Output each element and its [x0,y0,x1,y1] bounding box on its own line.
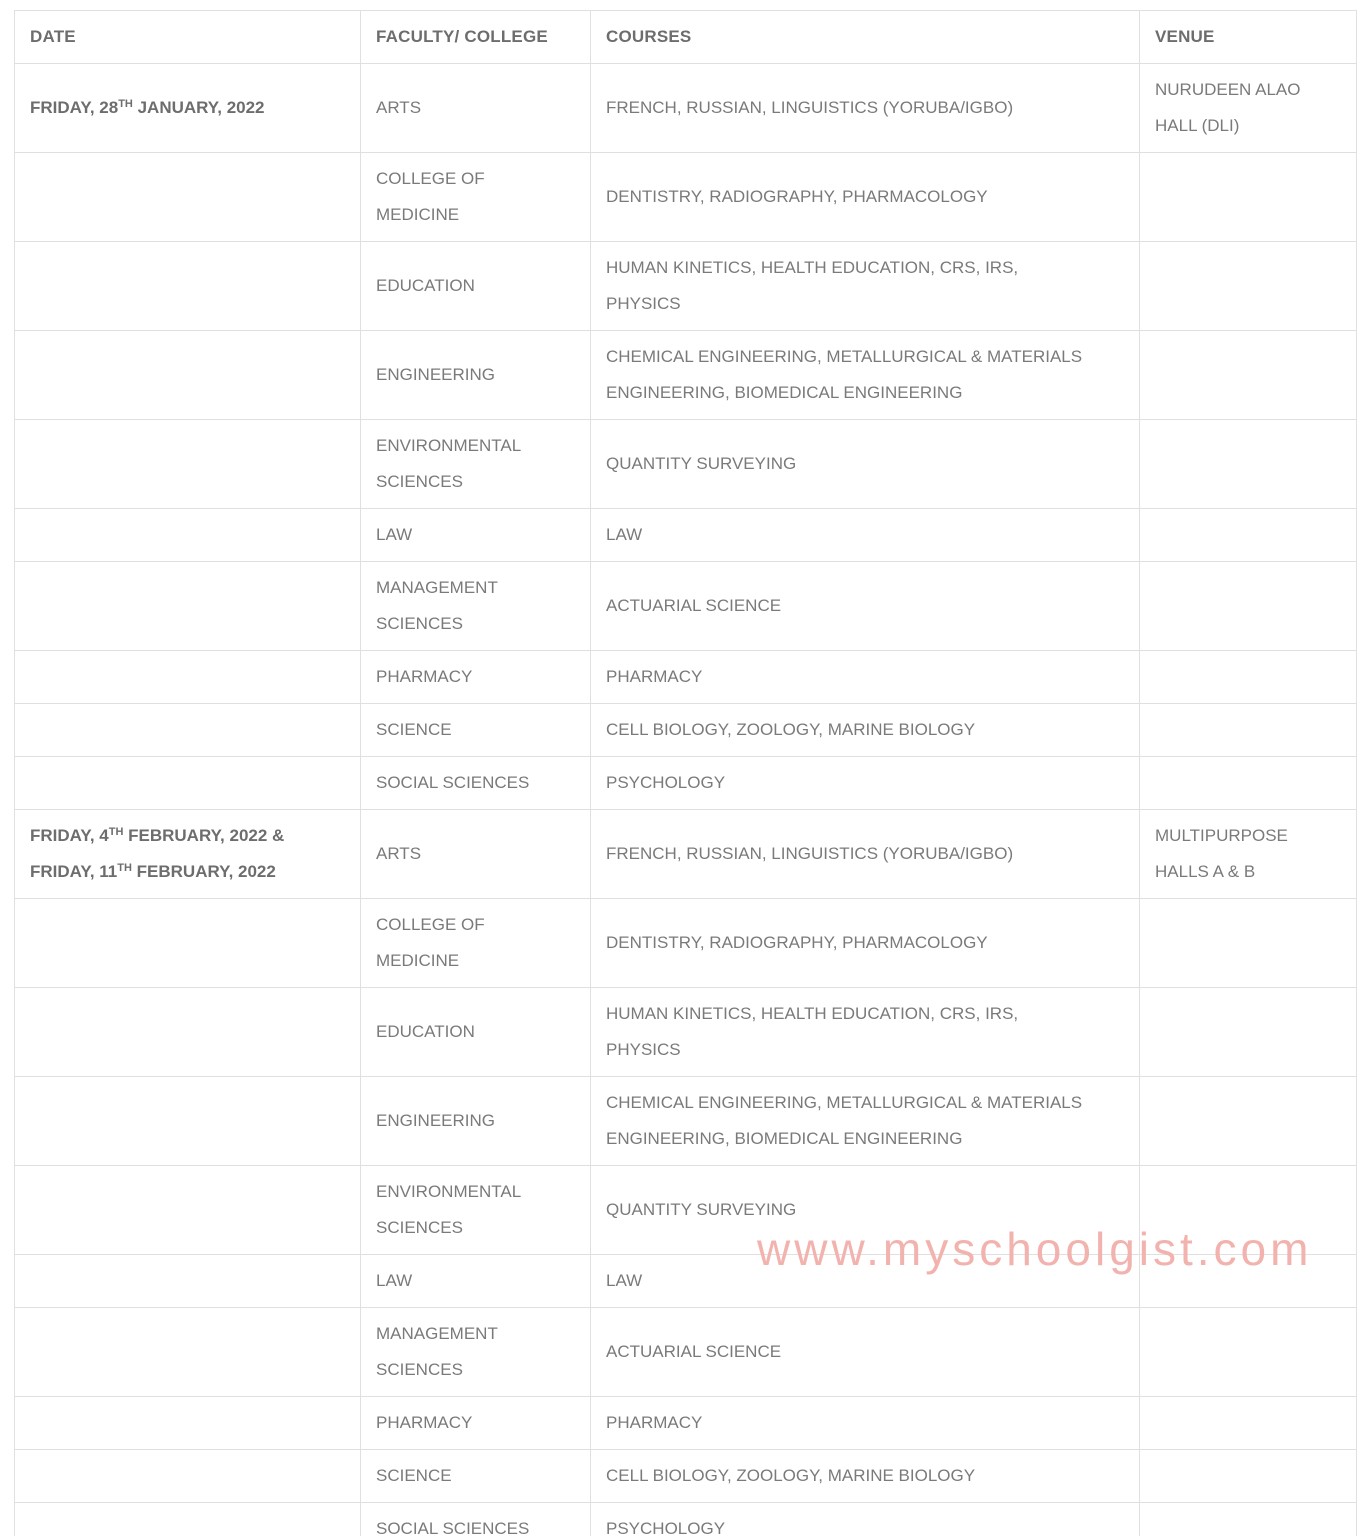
cell-courses [591,810,1140,899]
courses-text: LAW [606,525,643,544]
cell-courses [591,757,1140,810]
timetable-body [15,64,1357,1536]
cell-courses [591,562,1140,651]
cell-faculty [361,153,591,242]
cell-date [15,651,361,704]
table-row [15,810,1357,899]
courses-text: DENTISTRY, RADIOGRAPHY, PHARMACOLOGY [606,187,988,206]
table-row [15,899,1357,988]
faculty-text: SCIENCES [376,1218,463,1237]
venue-text: NURUDEEN ALAO [1155,80,1301,99]
cell-venue [1140,1077,1357,1166]
cell-faculty [361,331,591,420]
watermark: www.myschoolgist.com [757,1223,1313,1275]
table-row [15,988,1357,1077]
cell-venue [1140,988,1357,1077]
faculty-text: EDUCATION [376,276,475,295]
cell-faculty [361,757,591,810]
faculty-text: MANAGEMENT [376,578,498,597]
cell-courses [591,1503,1140,1536]
table-row [15,1166,1357,1255]
cell-date [15,704,361,757]
courses-text: PHYSICS [606,294,681,313]
cell-courses [591,1077,1140,1166]
date-text: FRIDAY, 28TH JANUARY, 2022 [30,98,265,117]
cell-courses [591,899,1140,988]
faculty-text: SCIENCES [376,1360,463,1379]
faculty-text: PHARMACY [376,667,473,686]
cell-venue [1140,331,1357,420]
faculty-text: ARTS [376,844,422,863]
faculty-text: SCIENCE [376,1466,452,1485]
cell-courses [591,64,1140,153]
date-text: FRIDAY, 4TH FEBRUARY, 2022 & [30,826,285,845]
cell-faculty [361,1255,591,1308]
cell-date [15,988,361,1077]
courses-text: ENGINEERING, BIOMEDICAL ENGINEERING [606,1129,963,1148]
faculty-text: SOCIAL SCIENCES [376,1519,530,1536]
courses-text: PHYSICS [606,1040,681,1059]
courses-text: QUANTITY SURVEYING [606,1200,797,1219]
table-row [15,651,1357,704]
courses-text: ENGINEERING, BIOMEDICAL ENGINEERING [606,383,963,402]
column-header-faculty: FACULTY/ COLLEGE [361,11,591,64]
cell-faculty [361,651,591,704]
courses-text: FRENCH, RUSSIAN, LINGUISTICS (YORUBA/IGBO) [606,844,1014,863]
courses-text: DENTISTRY, RADIOGRAPHY, PHARMACOLOGY [606,933,988,952]
cell-faculty [361,562,591,651]
faculty-text: MEDICINE [376,951,460,970]
cell-faculty [361,899,591,988]
faculty-text: ENGINEERING [376,1111,496,1130]
cell-date [15,242,361,331]
column-header-courses: COURSES [591,11,1140,64]
cell-venue [1140,1397,1357,1450]
courses-text: FRENCH, RUSSIAN, LINGUISTICS (YORUBA/IGBO) [606,98,1014,117]
cell-courses [591,1397,1140,1450]
courses-text: CHEMICAL ENGINEERING, METALLURGICAL & MATERIALS [606,347,1083,366]
faculty-text: EDUCATION [376,1022,475,1041]
cell-date [15,1077,361,1166]
cell-faculty [361,1503,591,1536]
faculty-text: SOCIAL SCIENCES [376,773,530,792]
table-row [15,757,1357,810]
cell-courses [591,1450,1140,1503]
faculty-text: LAW [376,525,413,544]
cell-faculty [361,1166,591,1255]
cell-courses [591,331,1140,420]
courses-text: LAW [606,1271,643,1290]
cell-date [15,153,361,242]
venue-text: HALLS A & B [1155,862,1256,881]
table-row [15,1450,1357,1503]
cell-courses [591,651,1140,704]
courses-text: CELL BIOLOGY, ZOOLOGY, MARINE BIOLOGY [606,1466,976,1485]
venue-text: MULTIPURPOSE [1155,826,1288,845]
table-row [15,704,1357,757]
cell-date [15,509,361,562]
cell-faculty [361,509,591,562]
courses-text: PSYCHOLOGY [606,1519,726,1536]
cell-date [15,757,361,810]
cell-venue [1140,651,1357,704]
date-ordinal-superscript: TH [108,826,124,838]
cell-faculty [361,1450,591,1503]
cell-venue [1140,1255,1357,1308]
column-header-venue: VENUE [1140,11,1357,64]
faculty-text: COLLEGE OF [376,169,485,188]
timetable-head [15,11,1357,64]
cell-courses [591,988,1140,1077]
cell-venue [1140,562,1357,651]
cell-courses [591,153,1140,242]
table-row [15,242,1357,331]
cell-faculty [361,1077,591,1166]
venue-text: HALL (DLI) [1155,116,1240,135]
cell-venue [1140,420,1357,509]
cell-faculty [361,988,591,1077]
cell-venue [1140,509,1357,562]
date-ordinal-superscript: TH [117,862,132,874]
header-row [15,11,1357,64]
table-row [15,1255,1357,1308]
cell-courses [591,242,1140,331]
table-row [15,420,1357,509]
cell-venue [1140,64,1357,153]
cell-faculty [361,810,591,899]
table-row [15,562,1357,651]
cell-courses [591,1166,1140,1255]
courses-text: CELL BIOLOGY, ZOOLOGY, MARINE BIOLOGY [606,720,976,739]
faculty-text: SCIENCES [376,472,463,491]
courses-text: PHARMACY [606,667,703,686]
cell-date [15,1166,361,1255]
cell-venue [1140,1503,1357,1536]
courses-text: HUMAN KINETICS, HEALTH EDUCATION, CRS, IRS, [606,1004,1019,1023]
courses-text: PSYCHOLOGY [606,773,726,792]
cell-date [15,1450,361,1503]
table-row [15,1503,1357,1536]
table-row [15,1308,1357,1397]
cell-venue [1140,810,1357,899]
cell-venue [1140,1308,1357,1397]
date-text: FRIDAY, 11TH FEBRUARY, 2022 [30,862,276,881]
cell-venue [1140,242,1357,331]
cell-venue [1140,153,1357,242]
faculty-text: COLLEGE OF [376,915,485,934]
table-row [15,331,1357,420]
courses-text: QUANTITY SURVEYING [606,454,797,473]
cell-date [15,562,361,651]
cell-faculty [361,1397,591,1450]
cell-date [15,1255,361,1308]
faculty-text: MANAGEMENT [376,1324,498,1343]
faculty-text: ENVIRONMENTAL [376,436,522,455]
cell-faculty [361,64,591,153]
cell-courses [591,420,1140,509]
faculty-text: MEDICINE [376,205,460,224]
cell-venue [1140,899,1357,988]
cell-courses [591,704,1140,757]
cell-date [15,899,361,988]
table-row [15,509,1357,562]
cell-courses [591,1308,1140,1397]
cell-date [15,1308,361,1397]
cell-faculty [361,242,591,331]
faculty-text: LAW [376,1271,413,1290]
table-row [15,1397,1357,1450]
cell-courses [591,509,1140,562]
faculty-text: SCIENCE [376,720,452,739]
courses-text: PHARMACY [606,1413,703,1432]
table-row [15,153,1357,242]
cell-date [15,810,361,899]
cell-venue [1140,757,1357,810]
cell-date [15,64,361,153]
cell-faculty [361,420,591,509]
date-ordinal-superscript: TH [118,98,133,110]
table-row [15,64,1357,153]
faculty-text: ARTS [376,98,422,117]
table-row [15,1077,1357,1166]
cell-date [15,1397,361,1450]
faculty-text: PHARMACY [376,1413,473,1432]
courses-text: ACTUARIAL SCIENCE [606,596,782,615]
exam-timetable [14,10,1357,1536]
courses-text: CHEMICAL ENGINEERING, METALLURGICAL & MATERIALS [606,1093,1083,1112]
cell-date [15,331,361,420]
cell-date [15,1503,361,1536]
column-header-date: DATE [15,11,361,64]
courses-text: HUMAN KINETICS, HEALTH EDUCATION, CRS, IRS, [606,258,1019,277]
faculty-text: SCIENCES [376,614,463,633]
cell-venue [1140,1166,1357,1255]
courses-text: ACTUARIAL SCIENCE [606,1342,782,1361]
cell-date [15,420,361,509]
cell-venue [1140,1450,1357,1503]
cell-faculty [361,1308,591,1397]
cell-faculty [361,704,591,757]
cell-courses [591,1255,1140,1308]
faculty-text: ENVIRONMENTAL [376,1182,522,1201]
cell-venue [1140,704,1357,757]
faculty-text: ENGINEERING [376,365,496,384]
